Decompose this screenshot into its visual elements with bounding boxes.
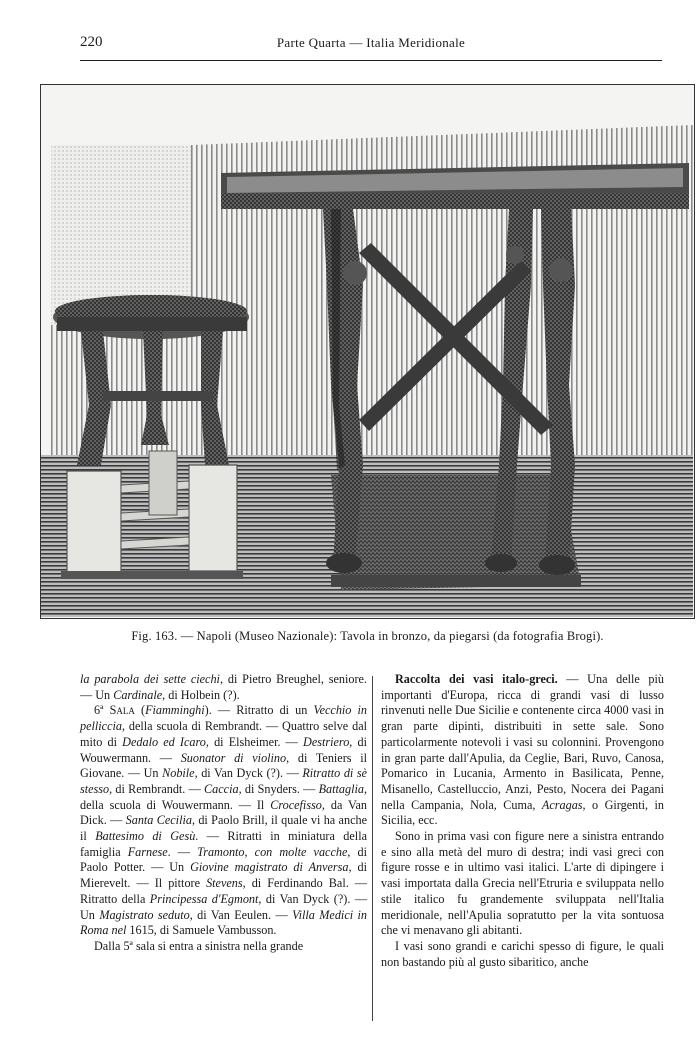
- italic-text: Ritratto di sè stesso: [80, 766, 368, 796]
- paragraph-vasi-italo-greci: [381, 672, 664, 829]
- italic-text: Battesimo di Gesù: [95, 829, 196, 844]
- text: , o Girgenti, in Sicilia, ecc.: [381, 797, 664, 828]
- text: , della scuola di Rembrandt. — Quattro selve dal mito di: [80, 719, 367, 749]
- text: , della scuola di Wouwermann. — Il: [80, 781, 367, 812]
- text: , di Paolo Brill, il quale vi ha anche il: [80, 813, 367, 844]
- italic-text: Magistrato seduto: [99, 907, 190, 922]
- paragraph-vasi-grandi: I vasi sono grandi e carichi spesso di figure, le quali non bastando più al gusto sibaritico, anche: [381, 938, 664, 969]
- italic-text: Principessa d'Egmont: [149, 891, 259, 906]
- column-divider: [372, 676, 373, 1021]
- italic-text: Stevens: [206, 876, 243, 891]
- italic-text: Suonator di violino: [180, 750, 287, 765]
- text: , di Van Eeulen. —: [189, 907, 293, 922]
- text: , di Mierevelt. — Il pittore: [80, 860, 367, 891]
- text: 6ª: [94, 703, 110, 718]
- italic-text: Santa Cecilia: [125, 813, 192, 828]
- figure-caption: Fig. 163. — Napoli (Museo Nazionale): Tavola in bronzo, da piegarsi (da fotografia Brogi).: [131, 629, 604, 643]
- running-title: Parte Quarta — Italia Meridionale: [276, 35, 466, 50]
- text: 1615, di Samuele Vambusson.: [126, 923, 277, 938]
- paragraph-dalla-5-sala: Dalla 5ª sala si entra a sinistra nella grande: [94, 938, 304, 953]
- text: . — Ritratti in miniatura della famiglia: [80, 829, 367, 859]
- bronze-table-illustration: [41, 85, 693, 617]
- text: ). — Ritratto di un: [204, 703, 314, 718]
- engraving-figure: [40, 84, 695, 619]
- text: , di Van Dyck (?). — Un: [80, 891, 368, 922]
- right-column: [381, 672, 664, 970]
- italic-text: Vecchio in pelliccia: [80, 703, 368, 734]
- italic-text: Dedalo ed Icaro: [122, 734, 206, 749]
- paragraph-figure-nere: Sono in prima vasi con figure nere a sinistra entrando e sino alla metà del muro di destra; indi vasi greci con figure rosse e in ultimo vasi italici. L'arte di dipingere i vasi importata dalla Grecia nell'Etruria e sviluppata nello stile italico fu grandemente sviluppata nell'Italia meridionale, nell'Apulia sopratutto per la vita sontuosa che vi menavano gli abitanti.: [381, 829, 664, 938]
- italic-text: Fiamminghi: [145, 703, 205, 718]
- smallcaps-text: Sala: [109, 703, 135, 718]
- paragraph-breughel: [80, 672, 367, 703]
- text: , di Holbein (?).: [162, 687, 240, 702]
- page-number: 220: [80, 34, 103, 50]
- text: , da Van Dick. —: [80, 797, 367, 828]
- italic-text: Destriero: [303, 734, 350, 749]
- section-heading: Raccolta dei vasi italo-greci.: [395, 672, 558, 686]
- text: (: [134, 703, 146, 718]
- text: — Una delle più importanti d'Europa, ricca di grandi vasi di lusso rinvenuti nelle Due Sicilie e contenente circa 4000 vasi in gran parte dipinti, distribuiti in sette sale. Sono particolarmente notevoli i vasi su colonnini. Provengono in gran parte dall'Apulia, da Ceglie, Bari, Ruvo, Canosa, Pomarico in Lucania, Armento in Basilicata, Penne, Misanello, Castelluccio, Anzi, Pesto, Nocera dei Pagani nella Campania, Nola, Cuma,: [381, 672, 664, 812]
- italic-text: Villa Medici in Roma nel: [80, 907, 367, 938]
- text: , di Teniers il Giovane. — Un: [80, 750, 367, 781]
- text: , di Wouwermann. —: [80, 734, 367, 765]
- text: , di Elsheimer. —: [205, 734, 304, 749]
- italic-text: Giovine magistrato di Anversa: [190, 860, 349, 875]
- italic-text: Nobile: [162, 766, 195, 781]
- italic-text: Farnese: [127, 844, 168, 859]
- page-header: [80, 30, 662, 61]
- italic-text: Crocefisso: [270, 797, 322, 812]
- text: , di Rembrandt. —: [109, 781, 205, 796]
- italic-text: Caccia: [204, 781, 239, 796]
- left-column: [80, 672, 367, 955]
- paragraph-sala-6: [80, 703, 367, 939]
- italic-text: la parabola dei sette ciechi: [80, 672, 220, 686]
- italic-text: Battaglia: [318, 781, 364, 796]
- italic-text: Acragas: [541, 797, 583, 812]
- text: . —: [167, 844, 198, 859]
- italic-text: Cardinale: [113, 687, 163, 702]
- text: , di Pietro Breughel, seniore. — Un: [80, 672, 367, 702]
- text: , di Van Dyck (?). —: [194, 766, 303, 781]
- text: , di Ferdinando Bal. — Ritratto della: [80, 876, 367, 906]
- text: , di Snyders. —: [238, 781, 319, 796]
- italic-text: Tramonto, con molte vacche: [197, 844, 348, 859]
- text: , di Paolo Potter. — Un: [80, 844, 368, 875]
